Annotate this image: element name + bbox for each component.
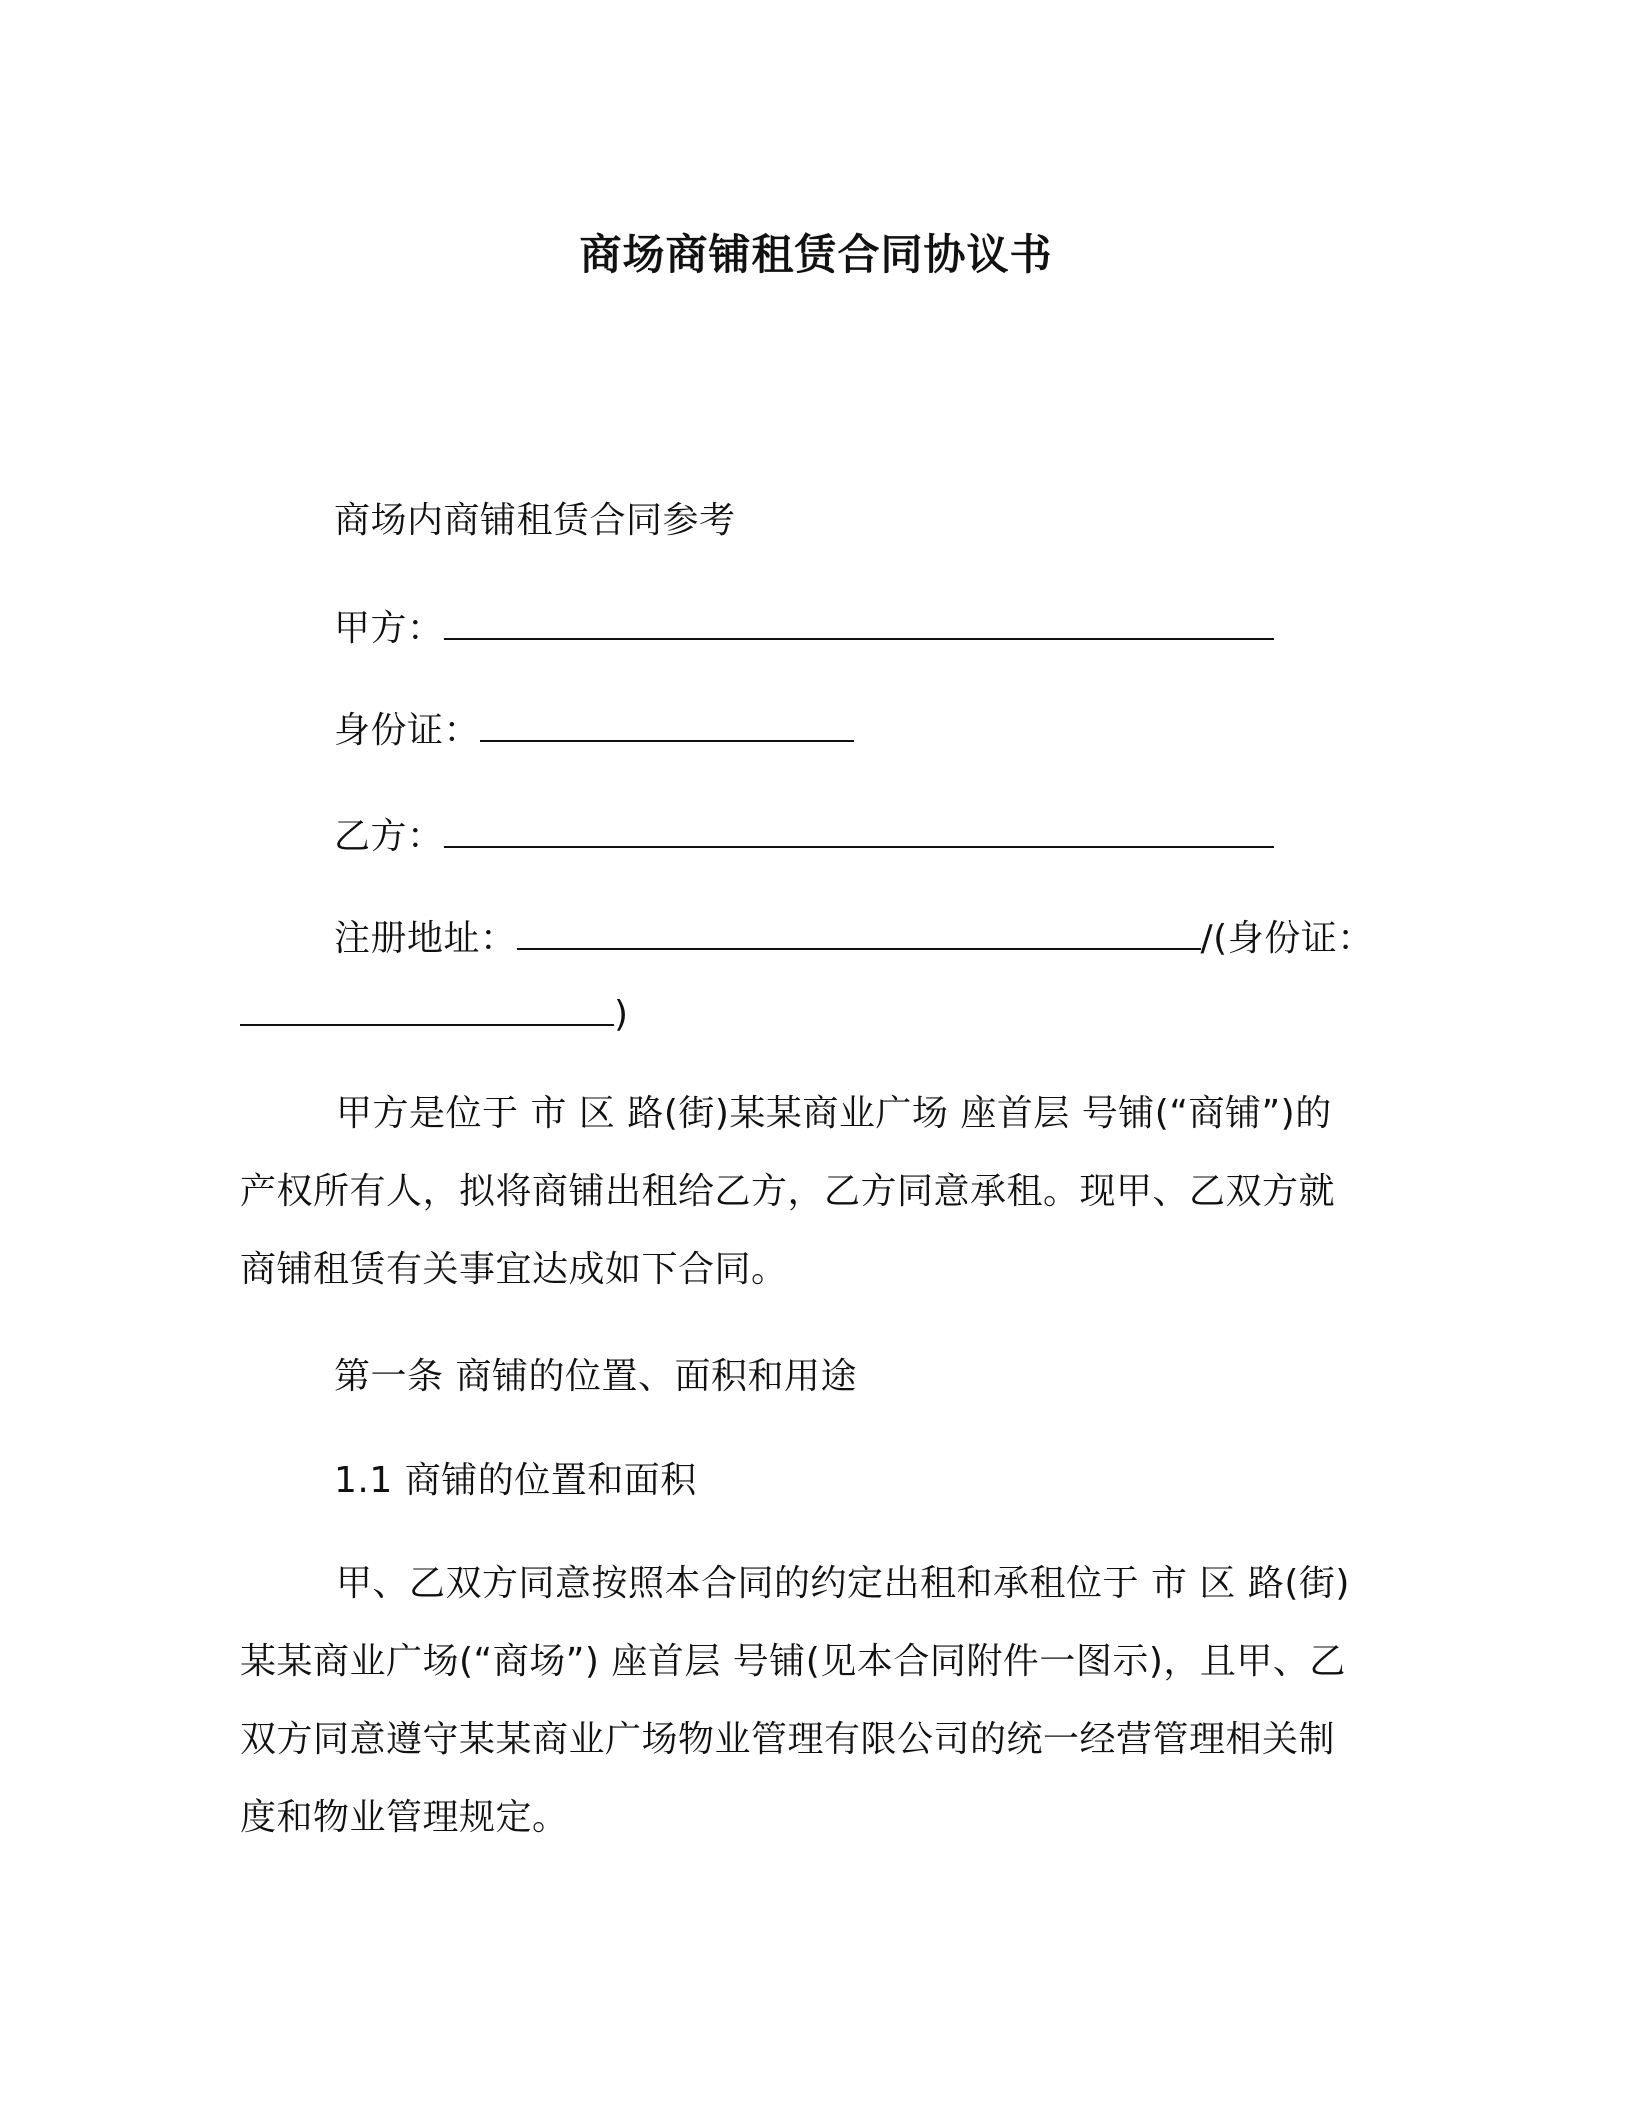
section-1-1-paragraph: 甲、乙双方同意按照本合同的约定出租和承租位于 市 区 路(街)某某商业广场(“商场”) 座首层 号铺(见本合同附件一图示)，且甲、乙双方同意遵守某某商业广场物业管理有限公司的统一经营管理相关制度和物业管理规定。 [240, 1563, 1350, 1838]
intro-paragraph: 甲方是位于 市 区 路(街)某某商业广场 座首层 号铺(“商铺”)的产权所有人，拟将商铺出租给乙方，乙方同意承租。现甲、乙双方就商铺租赁有关事宜达成如下合同。 [240, 1093, 1336, 1290]
id-card-label: 身份证： [334, 710, 481, 751]
reg-address-label: 注册地址： [334, 918, 517, 959]
party-b-label: 乙方： [334, 816, 444, 857]
party-a-label: 甲方： [334, 608, 444, 649]
subtitle: 商场内商铺租赁合同参考 [334, 500, 736, 541]
reg-id-line [240, 992, 629, 1035]
document-title: 商场商铺租赁合同协议书 [579, 230, 1053, 279]
party-b-blank [444, 814, 1274, 848]
id-card-line [334, 702, 854, 753]
close-paren: ) [614, 994, 629, 1035]
article-1-heading: 第一条 商铺的位置、面积和用途 [334, 1356, 857, 1397]
reg-address-blank [517, 916, 1201, 950]
id-card-blank [480, 708, 854, 742]
reg-address-line [334, 910, 1374, 961]
reg-id-blank [240, 992, 614, 1026]
reg-address-id-label: /(身份证： [1200, 918, 1374, 959]
party-a-blank [444, 606, 1274, 640]
section-1-1-heading: 1.1 商铺的位置和面积 [334, 1460, 697, 1501]
party-a-line [334, 600, 1274, 651]
party-b-line [334, 808, 1274, 859]
